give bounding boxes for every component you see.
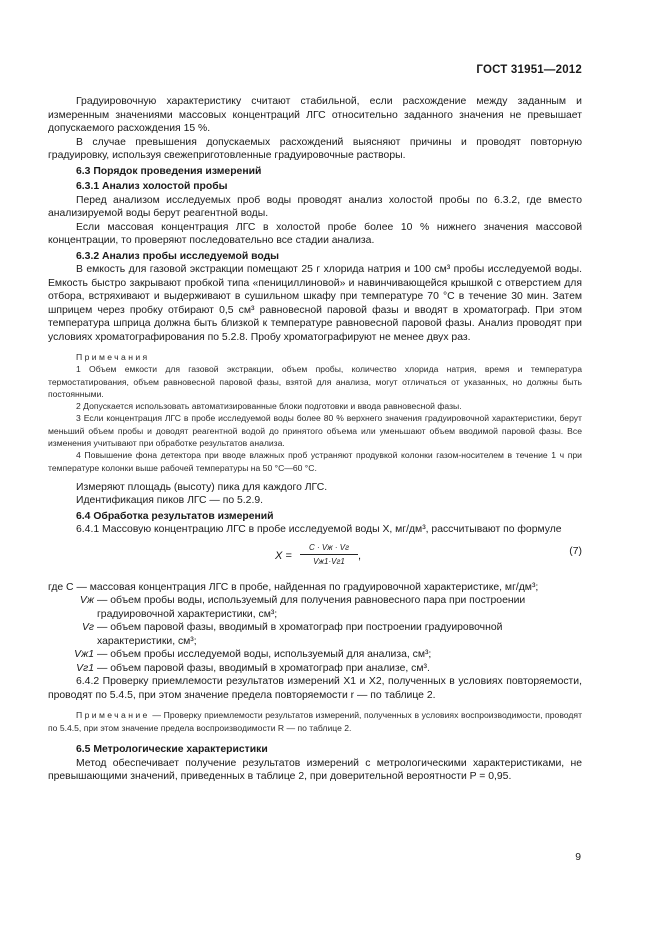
paragraph: В емкость для газовой экстракции помещают 25 г хлорида натрия и 100 см³ пробы исследуемой воды. Емкость быстро закрывают пробкой типа «пенициллиновой» и навинчивающейся крышкой с отверстием для отбора, встряхивают и выдерживают в сушильном шкафу при температуре 70 °С в течение 30 мин. Затем шприцем через пробку отбирают 0,5 см³ равновесной паровой фазы и вводят в хроматограф. При этом температура шприца должна быть близкой к температуре равновесной паровой фазы. Анализ проводят при условиях хроматографирования по 5.2.8. Пробу хроматографируют не менее двух раз. [48, 264, 582, 343]
definition-row [48, 581, 582, 595]
paragraph: Метод обеспечивает получение результатов измерений с метрологическими характеристиками, не превышающими значений, приведенных в таблице 2, при доверительной вероятности P = 0,95. [48, 757, 582, 783]
subsection-heading: 6.3.2 Анализ пробы исследуемой воды [76, 250, 280, 262]
paragraph: 6.4.2 Проверку приемлемости результатов измерений X1 и X2, полученных в условиях повторяемости, проводят по 5.4.5, при этом значение предела повторяемости r — по таблице 2. [48, 676, 582, 701]
definition-symbol: Vж1 [74, 649, 94, 661]
section-heading: 6.5 Метрологические характеристики [76, 744, 268, 756]
paragraph: Градуировочную характеристику считают стабильной, если расхождение между заданным и измеренным значениями массовых концентраций ЛГС относительно заданного значения не превышает допускаемого расхождения 15 %. [48, 96, 582, 134]
page-number: 9 [575, 852, 581, 863]
definition-symbol: где C — [48, 581, 87, 593]
document-header: ГОСТ 31951—2012 [476, 64, 582, 76]
definition-text: массовая концентрация ЛГС в пробе, найденная по градуировочной характеристике, мг/дм³; [89, 581, 539, 593]
formula-number: (7) [569, 545, 582, 557]
definitions-list [48, 581, 582, 676]
subsection-heading: 6.3.1 Анализ холостой пробы [76, 181, 228, 192]
paragraph: Перед анализом исследуемых проб воды проводят анализ холостой пробы по 6.3.2, где вместо анализируемой воды берут реагентной воды. [48, 194, 582, 219]
section-heading: 6.4 Обработка результатов измерений [76, 510, 274, 522]
definition-text: — объем паровой фазы, вводимый в хроматограф при анализе, см³. [97, 662, 430, 674]
definition-row [48, 594, 582, 621]
note-block [48, 709, 582, 734]
paragraph: Измеряют площадь (высоту) пика для каждого ЛГС. [76, 481, 328, 493]
paragraph: В случае превышения допускаемых расхождений выясняют причины и проводят повторную градуировку, используя свежеприготовленные градуировочные растворы. [48, 136, 582, 161]
formula-numerator: C · Vж · Vг [300, 542, 358, 555]
definition-row [48, 662, 582, 676]
notes-block [48, 351, 582, 474]
note-text: — Проверку приемлемости результатов измерений, полученных в условиях воспроизводимости, проводят по 5.4.5, при этом значение предела воспроизводимости R — по таблице 2. [48, 710, 582, 733]
paragraph: 6.4.1 Массовую концентрацию ЛГС в пробе исследуемой воды X, мг/дм³, рассчитывают по формуле [76, 524, 562, 536]
note-item: 4 Повышение фона детектора при вводе влажных проб устраняют продувкой колонки газом-носителем в течение 1 ч при температуре колонки выше рабочей температуры на 50 °С—60 °С. [48, 450, 582, 473]
note-item: 3 Если концентрация ЛГС в пробе исследуемой воды более 80 % верхнего значения градуировочной характеристики, берут меньший объем пробы и доводят реагентной водой до принятого объема или уменьшают объем вводимой паровой фазы. Все изменения учитывают при обработке результатов анализа. [48, 413, 582, 449]
definition-text: — объем пробы воды, используемый для получения равновесного пара при построении градуировочной характеристики, см³; [97, 595, 526, 620]
definition-symbol: Vг1 [76, 662, 94, 674]
note-item: 1 Объем емкости для газовой экстракции, объем пробы, количество хлорида натрия, время и температура термостатирования, объем равновесной паровой фазы, взятой для анализа, могут отличаться от указанных, но должны быть постоянными. [48, 364, 582, 399]
note-item: 2 Допускается использовать автоматизированные блоки подготовки и ввода равновесной фазы. [76, 401, 462, 412]
definition-row [48, 621, 582, 648]
paragraph: Идентификация пиков ЛГС — по 5.2.9. [76, 495, 264, 507]
section-heading: 6.3 Порядок проведения измерений [76, 165, 262, 177]
document-body [48, 95, 582, 784]
paragraph: Если массовая концентрация ЛГС в холостой пробе более 10 % нижнего значения массовой концентрации, то проверяют последовательно все стадии анализа. [48, 221, 582, 246]
formula-denominator: Vж1·Vг1 [313, 556, 345, 566]
definition-symbol: Vг [81, 622, 94, 634]
definition-symbol: Vж [79, 595, 94, 607]
notes-title: Примечания [76, 352, 150, 362]
formula-comma: , [358, 549, 362, 562]
definition-text: — объем паровой фазы, вводимый в хроматограф при построении градуировочной характеристики, см³; [97, 622, 503, 647]
definition-text: — объем пробы исследуемой воды, используемый для анализа, см³; [97, 649, 432, 661]
formula-lhs: X = [275, 549, 292, 562]
note-title: Примечание [76, 710, 150, 721]
formula-7 [48, 541, 582, 575]
definition-row [48, 648, 582, 662]
formula-fraction [300, 542, 358, 567]
